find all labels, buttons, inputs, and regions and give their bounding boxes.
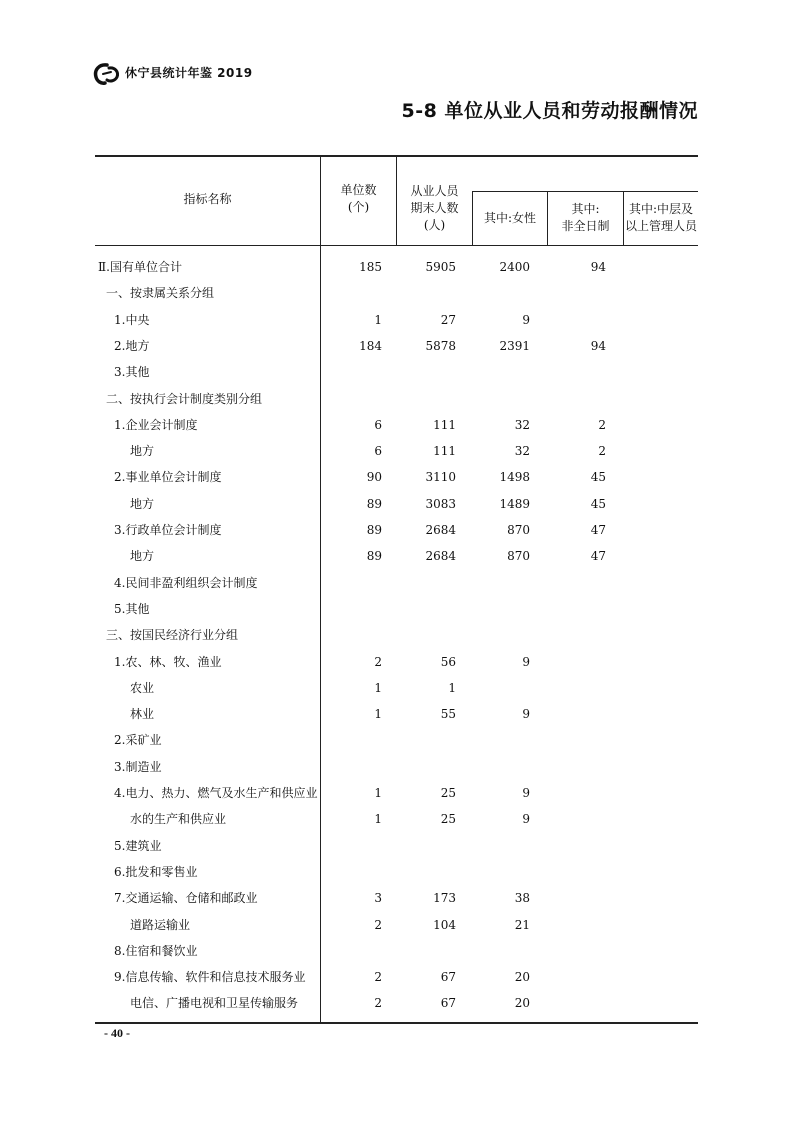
cell-units: 89	[366, 497, 382, 511]
cell-units: 1	[374, 707, 382, 721]
row-label: Ⅱ.国有单位合计	[98, 260, 182, 274]
cell-units: 2	[374, 655, 382, 669]
yearbook-logo-icon	[93, 62, 121, 86]
row-label: 道路运输业	[130, 918, 191, 932]
cell-units: 89	[366, 549, 382, 563]
row-label: 1.企业会计制度	[114, 418, 198, 432]
cell-non-fulltime: 94	[590, 339, 606, 353]
row-label: 一、按隶属关系分组	[106, 286, 215, 300]
cell-female: 21	[514, 918, 530, 932]
cell-units: 89	[366, 523, 382, 537]
header-non-fulltime: 其中: 非全日制	[561, 202, 610, 233]
book-title: 休宁县统计年鉴 2019	[125, 66, 253, 80]
row-label: 地方	[130, 497, 155, 511]
row-label: 6.批发和零售业	[114, 865, 198, 879]
column-divider-name	[320, 155, 321, 1023]
row-label: 7.交通运输、仓储和邮政业	[114, 891, 258, 905]
cell-employees: 56	[440, 655, 456, 669]
cell-units: 2	[374, 970, 382, 984]
row-label: 8.住宿和餐饮业	[114, 944, 198, 958]
cell-units: 185	[359, 260, 382, 274]
row-label: 地方	[130, 444, 155, 458]
cell-female: 9	[522, 655, 530, 669]
row-label: 水的生产和供应业	[130, 812, 227, 826]
cell-female: 20	[514, 970, 530, 984]
row-label: 1.农、林、牧、渔业	[114, 655, 222, 669]
cell-employees: 104	[433, 918, 456, 932]
data-table	[95, 155, 698, 1025]
cell-female: 20	[514, 996, 530, 1010]
cell-employees: 67	[440, 970, 456, 984]
cell-employees: 25	[440, 812, 456, 826]
cell-employees: 5878	[425, 339, 456, 353]
row-label: 5.建筑业	[114, 839, 162, 853]
row-label: 地方	[130, 549, 155, 563]
cell-non-fulltime: 47	[590, 549, 606, 563]
row-label: 3.行政单位会计制度	[114, 523, 222, 537]
cell-units: 1	[374, 681, 382, 695]
cell-female: 2391	[499, 339, 530, 353]
cell-units: 184	[359, 339, 382, 353]
cell-employees: 3110	[425, 470, 456, 484]
cell-employees: 55	[440, 707, 456, 721]
row-label: 9.信息传输、软件和信息技术服务业	[114, 970, 306, 984]
cell-employees: 111	[433, 444, 456, 458]
cell-non-fulltime: 2	[598, 418, 606, 432]
cell-non-fulltime: 94	[590, 260, 606, 274]
cell-units: 6	[374, 418, 382, 432]
cell-female: 1489	[499, 497, 530, 511]
cell-non-fulltime: 45	[590, 497, 606, 511]
cell-units: 1	[374, 812, 382, 826]
cell-female: 9	[522, 707, 530, 721]
cell-employees: 2684	[425, 549, 456, 563]
cell-female: 9	[522, 786, 530, 800]
row-label: 二、按执行会计制度类别分组	[106, 392, 263, 406]
cell-non-fulltime: 2	[598, 444, 606, 458]
row-label: 3.制造业	[114, 760, 162, 774]
row-label: 三、按国民经济行业分组	[106, 628, 239, 642]
row-label: 3.其他	[114, 365, 150, 379]
cell-employees: 27	[440, 313, 456, 327]
cell-female: 1498	[499, 470, 530, 484]
table-bottom-rule	[95, 1022, 698, 1024]
cell-female: 32	[514, 444, 530, 458]
cell-employees: 2684	[425, 523, 456, 537]
header-indicator-name: 指标名称	[183, 192, 232, 206]
cell-female: 2400	[499, 260, 530, 274]
cell-units: 3	[374, 891, 382, 905]
row-label: 农业	[130, 681, 155, 695]
cell-non-fulltime: 45	[590, 470, 606, 484]
cell-female: 9	[522, 812, 530, 826]
row-label: 4.电力、热力、燃气及水生产和供应业	[114, 786, 318, 800]
cell-units: 2	[374, 918, 382, 932]
cell-non-fulltime: 47	[590, 523, 606, 537]
cell-female: 870	[507, 523, 530, 537]
cell-units: 1	[374, 313, 382, 327]
cell-employees: 173	[433, 891, 456, 905]
page-number: - 40 -	[104, 1026, 130, 1040]
cell-female: 870	[507, 549, 530, 563]
subheader-rule	[472, 191, 698, 192]
cell-employees: 67	[440, 996, 456, 1010]
row-label: 2.事业单位会计制度	[114, 470, 222, 484]
header-managers: 其中:中层及 以上管理人员	[624, 202, 697, 233]
row-label: 电信、广播电视和卫星传输服务	[130, 996, 299, 1010]
cell-units: 1	[374, 786, 382, 800]
cell-female: 32	[514, 418, 530, 432]
header-female: 其中:女性	[483, 211, 537, 225]
cell-employees: 1	[448, 681, 456, 695]
cell-employees: 111	[433, 418, 456, 432]
row-label: 林业	[130, 707, 155, 721]
cell-employees: 25	[440, 786, 456, 800]
header-unit-count: 单位数 (个)	[340, 183, 377, 214]
row-label: 4.民间非盈利组织会计制度	[114, 576, 258, 590]
row-label: 2.采矿业	[114, 733, 162, 747]
cell-female: 9	[522, 313, 530, 327]
cell-units: 6	[374, 444, 382, 458]
cell-employees: 3083	[425, 497, 456, 511]
cell-units: 2	[374, 996, 382, 1010]
cell-female: 38	[514, 891, 530, 905]
row-label: 5.其他	[114, 602, 150, 616]
cell-employees: 5905	[425, 260, 456, 274]
cell-units: 90	[366, 470, 382, 484]
row-label: 2.地方	[114, 339, 150, 353]
page-title: 5-8 单位从业人员和劳动报酬情况	[401, 100, 698, 122]
header-employees-end: 从业人员 期末人数 (人)	[410, 184, 459, 232]
row-label: 1.中央	[114, 313, 150, 327]
